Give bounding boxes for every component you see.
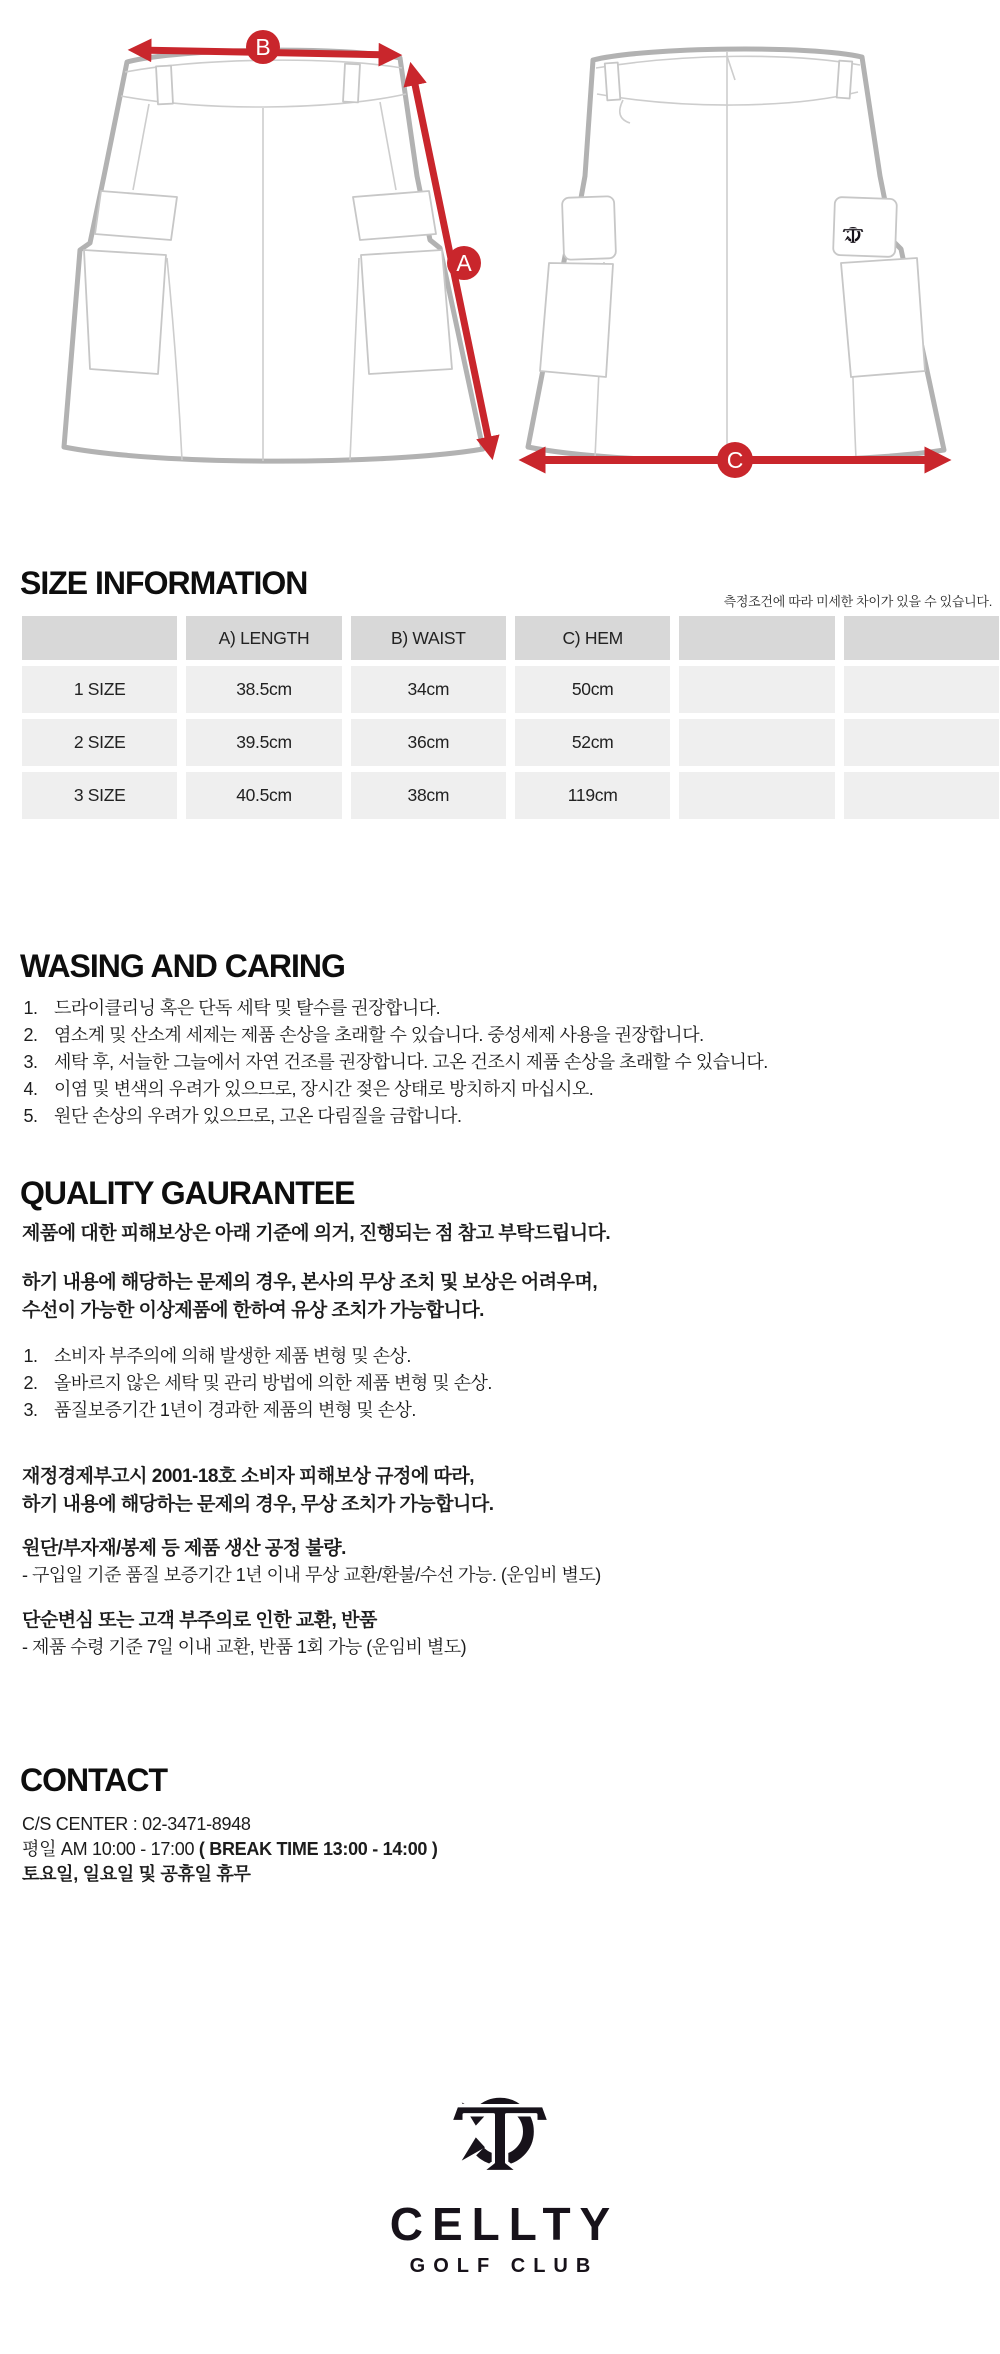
back-pocket-lower [841, 258, 925, 377]
hours-line [22, 1837, 1000, 1862]
size-cell [679, 772, 834, 819]
size-cell [844, 719, 999, 766]
size-table-header-cell [22, 616, 177, 660]
washing-and-caring-section [0, 949, 1000, 1127]
contact-title: CONTACT [20, 1762, 168, 1798]
quality-title: QUALITY GAURANTEE [20, 1175, 355, 1211]
size-row-label: 3 SIZE [22, 772, 177, 819]
washing-item: 2. 염소계 및 산소계 세제는 제품 손상을 초래할 수 있습니다. 중성세제 사용을 권장합니다. [42, 1024, 1000, 1046]
size-table [22, 616, 999, 819]
size-cell [844, 666, 999, 713]
size-information-section [0, 566, 1000, 819]
size-information-title: SIZE INFORMATION [20, 565, 308, 601]
cargo-pocket-body [84, 250, 166, 374]
size-table-header-cell: B) WAIST [351, 616, 506, 660]
quality-paid-line1: 하기 내용에 해당하는 문제의 경우, 본사의 무상 조치 및 보상은 어려우며, [22, 1272, 598, 1293]
size-row-label: 2 SIZE [22, 719, 177, 766]
cargo-pocket-flap [95, 191, 177, 240]
size-table-header-cell [844, 616, 999, 660]
quality-paid-notice [22, 1269, 1000, 1325]
belt-loop [156, 66, 173, 105]
washing-item: 4. 이염 및 변색의 우려가 있으므로, 장시간 젖은 상태로 방치하지 마십시오. [42, 1078, 1000, 1100]
size-cell: 38.5cm [186, 666, 341, 713]
washing-item: 3. 세탁 후, 서늘한 그늘에서 자연 건조를 권장합니다. 고온 건조시 제품 손상을 초래할 수 있습니다. [42, 1051, 1000, 1073]
label-c: C [726, 447, 744, 473]
size-cell: 39.5cm [186, 719, 341, 766]
cargo-pocket-flap [353, 191, 436, 240]
garment-measurement-diagram [0, 0, 1000, 480]
brand-subtitle: GOLF CLUB [409, 2255, 599, 2277]
quality-exclusion-item: 1. 소비자 부주의에 의해 발생한 제품 변형 및 손상. [42, 1345, 1000, 1367]
quality-free-line2: 하기 내용에 해당하는 문제의 경우, 무상 조치가 가능합니다. [22, 1494, 494, 1515]
change-policy-detail: - 제품 수령 기준 7일 이내 교환, 반품 1회 가능 (운임비 별도) [22, 1637, 467, 1657]
hours-regular: 평일 AM 10:00 - 17:00 [22, 1839, 199, 1859]
change-policy-title: 단순변심 또는 고객 부주의로 인한 교환, 반품 [22, 1610, 377, 1631]
back-pocket-lower [540, 263, 613, 377]
washing-item: 5. 원단 손상의 우려가 있으므로, 고온 다림질을 금합니다. [42, 1105, 1000, 1127]
size-row-label: 1 SIZE [22, 666, 177, 713]
defect-policy [22, 1539, 1000, 1585]
size-cell [679, 719, 834, 766]
belt-loop [343, 64, 360, 103]
cargo-pocket-body [361, 250, 452, 374]
washing-item: 1. 드라이클리닝 혹은 단독 세탁 및 탈수를 권장합니다. [42, 997, 1000, 1019]
cs-center-line: C/S CENTER : 02-3471-8948 [22, 1814, 251, 1834]
quality-guarantee-section [0, 1176, 1000, 1657]
brand-footer [0, 2082, 1000, 2276]
quality-free-notice [22, 1463, 1000, 1519]
belt-loop [605, 63, 621, 101]
defect-policy-detail: - 구입일 기준 품질 보증기간 1년 이내 무상 교환/환불/수선 가능. (운임비 별도) [22, 1565, 601, 1585]
size-cell: 50cm [515, 666, 670, 713]
quality-paid-line2: 수선이 가능한 이상제품에 한하여 유상 조치가 가능합니다. [22, 1300, 484, 1321]
size-cell [679, 666, 834, 713]
closed-days-line: 토요일, 일요일 및 공휴일 휴무 [22, 1864, 251, 1884]
size-cell: 52cm [515, 719, 670, 766]
quality-intro: 제품에 대한 피해보상은 아래 기준에 의거, 진행되는 점 참고 부탁드립니다. [22, 1223, 611, 1244]
size-cell: 38cm [351, 772, 506, 819]
brand-wordmark: CELLTY [389, 2198, 620, 2250]
washing-list [22, 997, 1000, 1127]
quality-exclusion-item: 3. 품질보증기간 1년이 경과한 제품의 변형 및 손상. [42, 1399, 1000, 1421]
size-cell: 119cm [515, 772, 670, 819]
label-b: B [255, 34, 271, 60]
quality-exclusion-list [22, 1345, 1000, 1421]
contact-section [0, 1763, 1000, 1887]
defect-policy-title: 원단/부자재/봉제 등 제품 생산 공정 불량. [22, 1538, 346, 1559]
quality-free-line1: 재정경제부고시 2001-18호 소비자 피해보상 규정에 따라, [22, 1466, 474, 1487]
size-cell: 36cm [351, 719, 506, 766]
size-table-header-cell: C) HEM [515, 616, 670, 660]
size-table-header-cell [679, 616, 834, 660]
measurement-note: 측정조건에 따라 미세한 차이가 있을 수 있습니다. [723, 594, 992, 609]
label-a: A [456, 250, 472, 276]
back-pocket [562, 196, 616, 260]
size-cell [844, 772, 999, 819]
size-cell: 40.5cm [186, 772, 341, 819]
washing-title: WASING AND CARING [20, 948, 345, 984]
break-time: ( BREAK TIME 13:00 - 14:00 ) [198, 1839, 438, 1859]
size-table-header-cell: A) LENGTH [186, 616, 341, 660]
change-of-mind-policy [22, 1611, 1000, 1657]
size-cell: 34cm [351, 666, 506, 713]
back-view-drawing [528, 49, 944, 462]
belt-loop [837, 61, 853, 99]
back-pocket [833, 197, 897, 257]
cellty-logo-mark [450, 2082, 550, 2186]
quality-exclusion-item: 2. 올바르지 않은 세탁 및 관리 방법에 의한 제품 변형 및 손상. [42, 1372, 1000, 1394]
